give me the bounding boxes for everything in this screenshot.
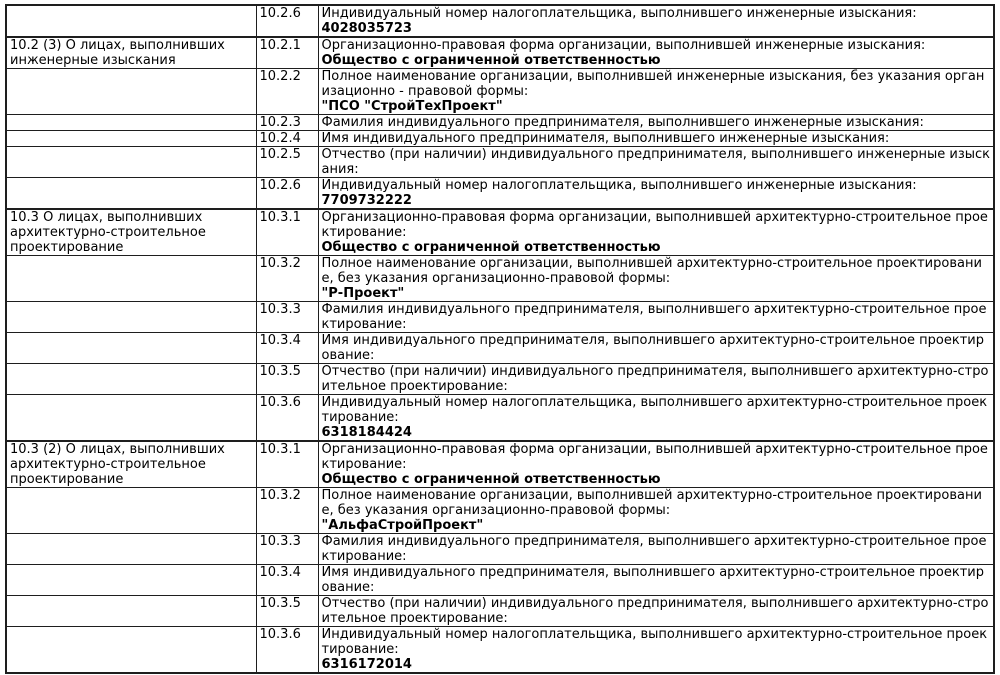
content-cell [318, 178, 994, 210]
code-label: 10.2.1 [259, 38, 301, 53]
table-row [6, 534, 994, 565]
content-cell [318, 256, 994, 302]
content-cell [318, 147, 994, 178]
section-cell [6, 209, 256, 256]
field-label: Индивидуальный номер налогоплательщика, выполнившего инженерные изыскания: [321, 6, 917, 21]
field-value: Общество с ограниченной ответственностью [321, 53, 661, 68]
code-cell [256, 441, 318, 488]
content-cell [318, 534, 994, 565]
table-row [6, 115, 994, 131]
field-value: 4028035723 [321, 21, 412, 36]
code-label: 10.3.4 [259, 565, 301, 580]
section-cell [6, 178, 256, 210]
code-label: 10.2.4 [259, 131, 301, 146]
field-label: Отчество (при наличии) индивидуального предпринимателя, выполнившего инженерные изыскания: [321, 147, 991, 177]
code-cell [256, 69, 318, 115]
code-cell [256, 534, 318, 565]
section-cell [6, 596, 256, 627]
field-label: Организационно-правовая форма организации, выполнившей архитектурно-строительное проектирование: [321, 210, 988, 240]
content-cell [318, 364, 994, 395]
code-label: 10.3.1 [259, 442, 301, 457]
table-row [6, 596, 994, 627]
table-row [6, 364, 994, 395]
code-cell [256, 364, 318, 395]
section-cell [6, 534, 256, 565]
section-label: 10.2 (3) О лицах, выполнивших инженерные изыскания [10, 38, 225, 68]
code-cell [256, 565, 318, 596]
table-row [6, 178, 994, 210]
code-cell [256, 256, 318, 302]
content-cell [318, 69, 994, 115]
section-cell [6, 69, 256, 115]
table-row [6, 627, 994, 674]
content-cell [318, 333, 994, 364]
code-label: 10.2.6 [259, 6, 301, 21]
field-label: Отчество (при наличии) индивидуального предпринимателя, выполнившего архитектурно-строительное проектирование: [321, 364, 989, 394]
code-label: 10.3.5 [259, 596, 301, 611]
field-value: "ПСО "СтройТехПроект" [321, 99, 503, 114]
content-cell [318, 302, 994, 333]
section-cell [6, 441, 256, 488]
section-cell [6, 256, 256, 302]
field-label: Фамилия индивидуального предпринимателя, выполнившего архитектурно-строительное проектирование: [321, 302, 987, 332]
content-cell [318, 395, 994, 442]
section-cell [6, 147, 256, 178]
field-label: Фамилия индивидуального предпринимателя, выполнившего архитектурно-строительное проектирование: [321, 534, 987, 564]
code-cell [256, 596, 318, 627]
code-label: 10.3.4 [259, 333, 301, 348]
section-cell [6, 364, 256, 395]
field-value: "АльфаСтройПроект" [321, 518, 484, 533]
table-row [6, 302, 994, 333]
content-cell [318, 596, 994, 627]
section-cell [6, 333, 256, 364]
code-label: 10.3.5 [259, 364, 301, 379]
field-label: Индивидуальный номер налогоплательщика, выполнившего инженерные изыскания: [321, 178, 917, 193]
table-row [6, 565, 994, 596]
field-label: Фамилия индивидуального предпринимателя, выполнившего инженерные изыскания: [321, 115, 924, 130]
code-label: 10.3.6 [259, 627, 301, 642]
field-label: Индивидуальный номер налогоплательщика, выполнившего архитектурно-строительное проектирование: [321, 395, 988, 425]
code-label: 10.3.2 [259, 488, 301, 503]
code-cell [256, 333, 318, 364]
section-label: 10.3 (2) О лицах, выполнивших архитектурно-строительное проектирование [10, 442, 225, 487]
field-label: Полное наименование организации, выполнившей архитектурно-строительное проектирование, без указания организационно-правовой формы: [321, 256, 982, 286]
code-cell [256, 5, 318, 37]
section-cell [6, 302, 256, 333]
content-cell [318, 627, 994, 674]
section-label: 10.3 О лицах, выполнивших архитектурно-строительное проектирование [10, 210, 206, 255]
table-row [6, 395, 994, 442]
table-row [6, 209, 994, 256]
code-cell [256, 627, 318, 674]
document-table [5, 4, 995, 674]
section-cell [6, 488, 256, 534]
content-cell [318, 488, 994, 534]
content-cell [318, 5, 994, 37]
field-label: Отчество (при наличии) индивидуального предпринимателя, выполнившего архитектурно-строительное проектирование: [321, 596, 989, 626]
field-label: Имя индивидуального предпринимателя, выполнившего архитектурно-строительное проектирование: [321, 565, 984, 595]
section-cell [6, 565, 256, 596]
code-label: 10.3.2 [259, 256, 301, 271]
field-value: "Р-Проект" [321, 286, 405, 301]
field-label: Организационно-правовая форма организации, выполнившей архитектурно-строительное проектирование: [321, 442, 988, 472]
field-value: Общество с ограниченной ответственностью [321, 240, 661, 255]
code-cell [256, 37, 318, 69]
table-row [6, 5, 994, 37]
code-label: 10.3.3 [259, 534, 301, 549]
field-label: Имя индивидуального предпринимателя, выполнившего архитектурно-строительное проектирование: [321, 333, 984, 363]
code-label: 10.2.3 [259, 115, 301, 130]
code-label: 10.2.5 [259, 147, 301, 162]
section-cell [6, 5, 256, 37]
field-value: Общество с ограниченной ответственностью [321, 472, 661, 487]
code-label: 10.3.1 [259, 210, 301, 225]
code-label: 10.2.6 [259, 178, 301, 193]
code-label: 10.3.6 [259, 395, 301, 410]
table-row [6, 37, 994, 69]
table-row [6, 333, 994, 364]
field-value: 6318184424 [321, 425, 412, 440]
field-value: 6316172014 [321, 657, 412, 672]
table-row [6, 256, 994, 302]
section-cell [6, 115, 256, 131]
field-label: Полное наименование организации, выполнившей архитектурно-строительное проектирование, без указания организационно-правовой формы: [321, 488, 982, 518]
section-cell [6, 395, 256, 442]
content-cell [318, 115, 994, 131]
code-cell [256, 178, 318, 210]
code-cell [256, 115, 318, 131]
field-label: Индивидуальный номер налогоплательщика, выполнившего архитектурно-строительное проектирование: [321, 627, 988, 657]
content-cell [318, 209, 994, 256]
code-label: 10.2.2 [259, 69, 301, 84]
code-label: 10.3.3 [259, 302, 301, 317]
section-cell [6, 131, 256, 147]
table-row [6, 147, 994, 178]
table-row [6, 131, 994, 147]
code-cell [256, 488, 318, 534]
field-label: Полное наименование организации, выполнившей инженерные изыскания, без указания организационно - правовой формы: [321, 69, 985, 99]
section-cell [6, 627, 256, 674]
code-cell [256, 147, 318, 178]
code-cell [256, 302, 318, 333]
content-cell [318, 565, 994, 596]
table-row [6, 69, 994, 115]
code-cell [256, 209, 318, 256]
field-label: Имя индивидуального предпринимателя, выполнившего инженерные изыскания: [321, 131, 890, 146]
code-cell [256, 131, 318, 147]
table-row [6, 488, 994, 534]
table-row [6, 441, 994, 488]
content-cell [318, 441, 994, 488]
table-body [6, 5, 994, 673]
section-cell [6, 37, 256, 69]
content-cell [318, 37, 994, 69]
field-value: 7709732222 [321, 193, 412, 208]
field-label: Организационно-правовая форма организации, выполнившей инженерные изыскания: [321, 38, 926, 53]
content-cell [318, 131, 994, 147]
code-cell [256, 395, 318, 442]
